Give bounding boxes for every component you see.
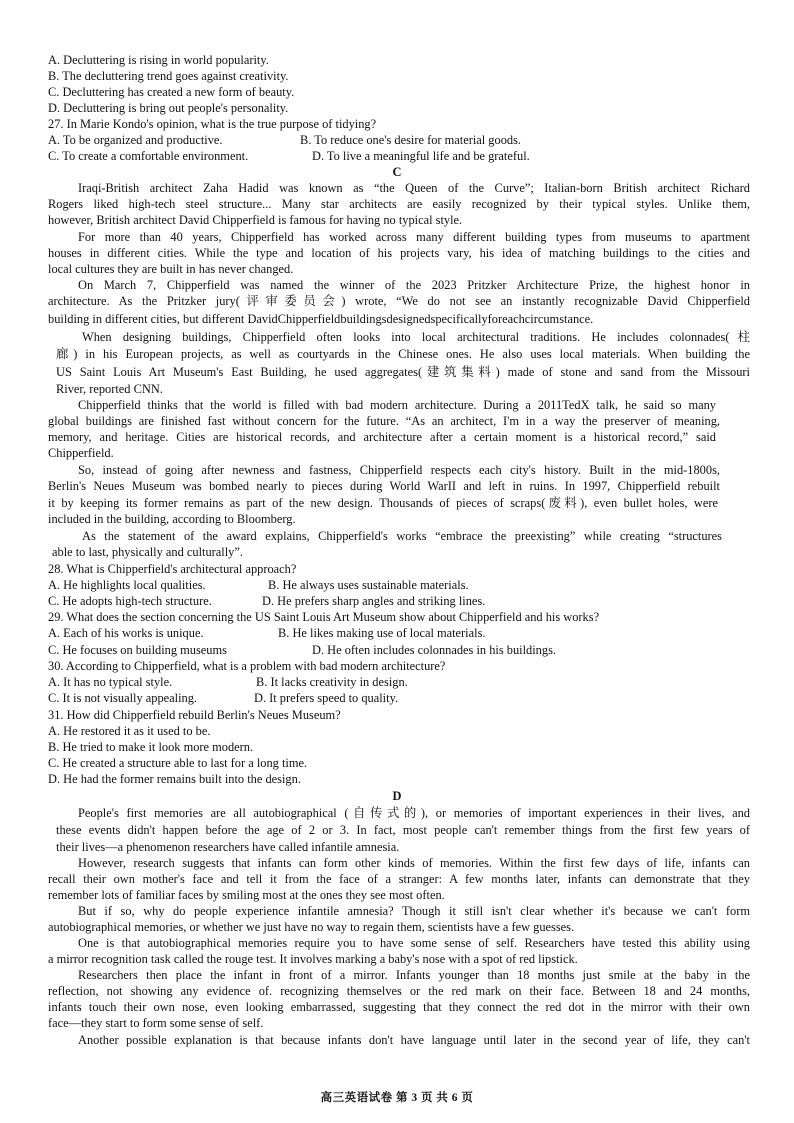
q29-option-d: D. He often includes colonnades in his buildings. xyxy=(312,643,556,657)
q31-option-a: A. He restored it as it used to be. xyxy=(48,724,211,738)
c-line: able to last, physically and culturally”. xyxy=(52,545,243,559)
c-line: building in different cities, but different DavidChipperfieldbuildingsdesignedspecificallyforeachcircumstance. xyxy=(48,312,594,326)
c-line: memory, and heritage. Cities are historical records, and architecture after a certain moment is a historical record,” said xyxy=(48,430,716,444)
q30-option-b: B. It lacks creativity in design. xyxy=(256,675,408,689)
c-line: architecture. As the Pritzker jury(评审委员会) wrote, “We do not see an instantly recognizable David Chipperfield xyxy=(48,294,750,308)
c-line: River, reported CNN. xyxy=(56,382,163,396)
q28-option-a: A. He highlights local qualities. xyxy=(48,578,206,592)
q29-option-b: B. He likes making use of local materials. xyxy=(278,626,486,640)
d-line: remember lots of familiar faces by smiling most at the ones they see most often. xyxy=(48,888,445,902)
c-line: Iraqi-British architect Zaha Hadid was known as “the Queen of the Curve”; Italian-born British architect Richard xyxy=(78,181,750,195)
q30-option-a: A. It has no typical style. xyxy=(48,675,173,689)
q30-question: 30. According to Chipperfield, what is a problem with bad modern architecture? xyxy=(48,659,446,673)
c-line: For more than 40 years, Chipperfield has worked across many different building types from museums to apartment xyxy=(78,230,750,244)
q31-question: 31. How did Chipperfield rebuild Berlin's Neues Museum? xyxy=(48,708,341,722)
c-line: houses in different cities. While the type and location of his projects vary, his idea of matching buildings to the cities and xyxy=(48,246,750,260)
c-line: So, instead of going after newness and fastness, Chipperfield respects each city's history. Built in the mid-1800s, xyxy=(78,463,720,477)
c-line: included in the building, according to Bloomberg. xyxy=(48,512,296,526)
q26-option-b: B. The decluttering trend goes against creativity. xyxy=(48,69,289,83)
q31-option-d: D. He had the former remains built into the design. xyxy=(48,772,301,786)
c-line: US Saint Louis Art Museum's East Building, he used aggregates(建筑集料) made of stone and sand from the Missouri xyxy=(56,365,750,379)
q31-option-b: B. He tried to make it look more modern. xyxy=(48,740,254,754)
q27-option-a: A. To be organized and productive. xyxy=(48,133,223,147)
q26-option-a: A. Decluttering is rising in world popularity. xyxy=(48,53,269,67)
d-line: reflection, not showing any evidence of. recognizing themselves or the red mark on their face. Between 18 and 24 months, xyxy=(48,984,750,998)
c-line: On March 7, Chipperfield was named the winner of the 2023 Pritzker Architecture Prize, the highest honor in xyxy=(78,278,750,292)
d-line: infants touch their own nose, even looking embarrassed, suggesting that they connect the red dot in the mirror with their own xyxy=(48,1000,750,1014)
q31-option-c: C. He created a structure able to last for a long time. xyxy=(48,756,308,770)
d-line: But if so, why do people experience infantile amnesia? Though it still isn't clear whether it's because we can't form xyxy=(78,904,750,918)
q27-option-b: B. To reduce one's desire for material goods. xyxy=(300,133,522,147)
c-line: 廊) in his European projects, as well as courtyards in the Chinese ones. He also uses local materials. When building the xyxy=(56,347,750,361)
page-footer: 高三英语试卷 第 3 页 共 6 页 xyxy=(320,1092,474,1104)
c-line: Chipperfield. xyxy=(48,446,114,460)
d-line: autobiographical memories, or whether we just have no way to regain them, scientists have a few guesses. xyxy=(48,920,575,934)
d-line: recall their own mother's face and tell it from the face of a stranger: A few months later, infants can demonstrate that they xyxy=(48,872,750,886)
q29-option-c: C. He focuses on building museums xyxy=(48,643,227,657)
c-line: it by keeping its former remains as part of the new design. Thousands of pieces of scraps(废料), even bullet holes, were xyxy=(48,496,718,510)
q26-option-c: C. Decluttering has created a new form of beauty. xyxy=(48,85,295,99)
q28-option-c: C. He adopts high-tech structure. xyxy=(48,594,212,608)
q29-option-a: A. Each of his works is unique. xyxy=(48,626,204,640)
q28-question: 28. What is Chipperfield's architectural approach? xyxy=(48,562,297,576)
c-line: Chipperfield thinks that the world is filled with bad modern architecture. During a 2011TedX talk, he said so many xyxy=(78,398,716,412)
q27-question: 27. In Marie Kondo's opinion, what is the true purpose of tidying? xyxy=(48,117,377,131)
c-line: Berlin's Neues Museum was bombed nearly to pieces during World WarII and left in ruins. In 1997, Chipperfield rebuilt xyxy=(48,479,720,493)
q30-option-d: D. It prefers speed to quality. xyxy=(254,691,399,705)
c-line: Rogers liked high-tech steel structure... Many star architects are easily recognized by their typical styles. Unlike them, xyxy=(48,197,750,211)
q26-option-d: D. Decluttering is bring out people's personality. xyxy=(48,101,289,115)
d-line: Another possible explanation is that because infants don't have language until later in the second year of life, they can't xyxy=(78,1033,750,1047)
c-line: however, British architect David Chipperfield is famous for having no typical style. xyxy=(48,213,463,227)
q30-option-c: C. It is not visually appealing. xyxy=(48,691,198,705)
section-d-heading: D xyxy=(392,789,402,803)
c-line: When designing buildings, Chipperfield often looks into local architectural traditions. He includes colonnades(柱 xyxy=(82,330,750,344)
d-line: face—they start to form some sense of self. xyxy=(48,1016,264,1030)
d-line: However, research suggests that infants can form other kinds of memories. Within the first few days of life, infants can xyxy=(78,856,750,870)
d-line: a mirror recognition task called the rouge test. It involves marking a baby's nose with a spot of red lipstick. xyxy=(48,952,578,966)
section-c-heading: C xyxy=(392,165,402,179)
q27-option-d: D. To live a meaningful life and be grateful. xyxy=(312,149,530,163)
q29-question: 29. What does the section concerning the US Saint Louis Art Museum show about Chipperfield and his works? xyxy=(48,610,600,624)
c-line: As the statement of the award explains, Chipperfield's works “embrace the preexisting” while creating “structures xyxy=(82,529,722,543)
d-line: Researchers then place the infant in front of a mirror. Infants younger than 18 months just smile at the baby in the xyxy=(78,968,750,982)
c-line: local cultures they are built in has never changed. xyxy=(48,262,294,276)
c-line: global buildings are finished fast without concern for the future. “As an architect, I'm in a way the preserver of meaning, xyxy=(48,414,720,428)
d-line: these events didn't happen before the age of 2 or 3. In fact, most people can't remember things from the first few years of xyxy=(56,823,750,837)
d-line: People's first memories are all autobiographical (自传式的), or memories of important experiences in their lives, and xyxy=(78,806,750,820)
d-line: their lives—a phenomenon researchers have called infantile amnesia. xyxy=(56,840,400,854)
q28-option-d: D. He prefers sharp angles and striking lines. xyxy=(262,594,486,608)
q28-option-b: B. He always uses sustainable materials. xyxy=(268,578,469,592)
q27-option-c: C. To create a comfortable environment. xyxy=(48,149,249,163)
d-line: One is that autobiographical memories require you to have some sense of self. Researchers have tested this ability using xyxy=(78,936,750,950)
